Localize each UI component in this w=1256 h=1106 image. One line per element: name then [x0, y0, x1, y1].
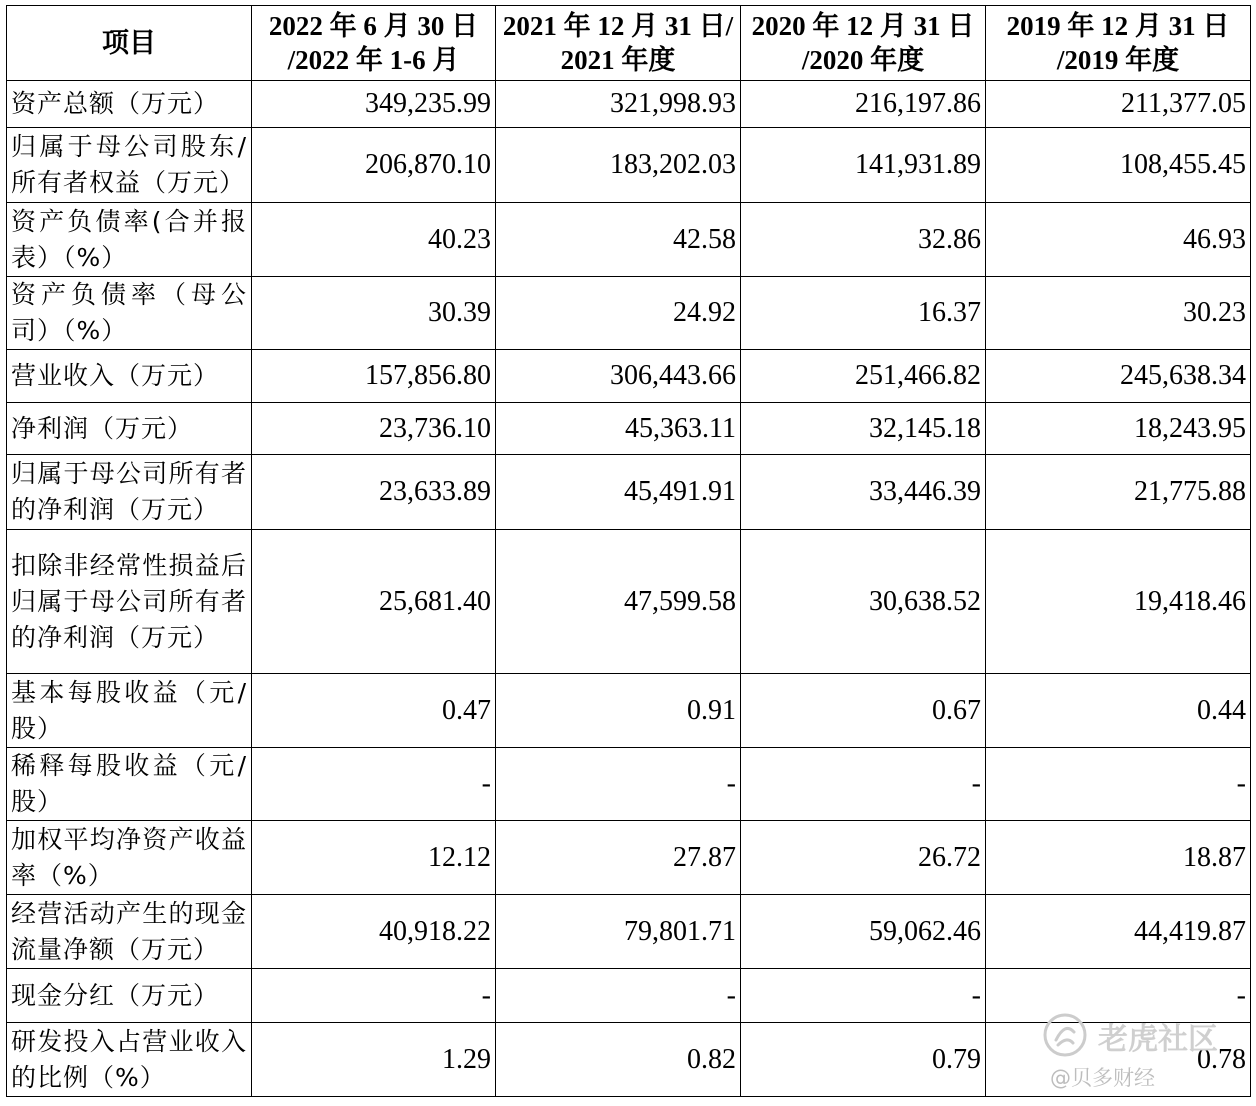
- row-label: 营业收入（万元）: [7, 350, 252, 403]
- row-value: -: [986, 748, 1251, 821]
- row-label: 扣除非经常性损益后归属于母公司所有者的净利润（万元）: [7, 530, 252, 674]
- row-value: 45,363.11: [496, 403, 741, 455]
- row-value: 18,243.95: [986, 403, 1251, 455]
- row-label: 净利润（万元）: [7, 403, 252, 455]
- row-label: 归属于母公司股东/所有者权益（万元）: [7, 128, 252, 203]
- row-value: 26.72: [741, 821, 986, 895]
- row-value: 206,870.10: [252, 128, 496, 203]
- row-value: -: [741, 969, 986, 1023]
- row-value: 0.67: [741, 674, 986, 748]
- row-label: 加权平均净资产收益率（%）: [7, 821, 252, 895]
- row-value: 251,466.82: [741, 350, 986, 403]
- header-row: [7, 6, 1251, 81]
- row-value: 33,446.39: [741, 455, 986, 530]
- row-value: 1.29: [252, 1023, 496, 1097]
- table-row: [7, 969, 1251, 1023]
- row-value: 0.47: [252, 674, 496, 748]
- row-value: -: [252, 969, 496, 1023]
- table-row: [7, 350, 1251, 403]
- table-row: [7, 455, 1251, 530]
- financial-table: [6, 5, 1251, 1097]
- row-value: 32,145.18: [741, 403, 986, 455]
- row-value: -: [496, 969, 741, 1023]
- row-value: 12.12: [252, 821, 496, 895]
- row-value: 44,419.87: [986, 895, 1251, 969]
- row-value: 46.93: [986, 203, 1251, 277]
- table-body: [7, 81, 1251, 1097]
- row-value: 321,998.93: [496, 81, 741, 128]
- row-label: 基本每股收益（元/股）: [7, 674, 252, 748]
- row-value: 216,197.86: [741, 81, 986, 128]
- row-value: 0.82: [496, 1023, 741, 1097]
- row-value: 0.78: [986, 1023, 1251, 1097]
- header-item: 项目: [7, 6, 252, 81]
- row-label: 资产负债率（母公司）（%）: [7, 277, 252, 350]
- row-value: 79,801.71: [496, 895, 741, 969]
- row-value: 245,638.34: [986, 350, 1251, 403]
- row-label: 经营活动产生的现金流量净额（万元）: [7, 895, 252, 969]
- row-value: 18.87: [986, 821, 1251, 895]
- row-value: 23,633.89: [252, 455, 496, 530]
- row-value: 306,443.66: [496, 350, 741, 403]
- row-value: -: [741, 748, 986, 821]
- header-2020: 2020 年 12 月 31 日 /2020 年度: [741, 6, 986, 81]
- row-value: 157,856.80: [252, 350, 496, 403]
- row-value: -: [252, 748, 496, 821]
- row-value: 0.79: [741, 1023, 986, 1097]
- row-value: 47,599.58: [496, 530, 741, 674]
- table-row: [7, 530, 1251, 674]
- row-label: 研发投入占营业收入的比例（%）: [7, 1023, 252, 1097]
- row-value: 0.91: [496, 674, 741, 748]
- table-row: [7, 128, 1251, 203]
- row-value: 27.87: [496, 821, 741, 895]
- row-value: 45,491.91: [496, 455, 741, 530]
- header-2021: 2021 年 12 月 31 日/ 2021 年度: [496, 6, 741, 81]
- row-value: 23,736.10: [252, 403, 496, 455]
- row-value: 30,638.52: [741, 530, 986, 674]
- table-row: [7, 403, 1251, 455]
- row-value: 19,418.46: [986, 530, 1251, 674]
- row-value: -: [986, 969, 1251, 1023]
- row-value: 183,202.03: [496, 128, 741, 203]
- row-value: -: [496, 748, 741, 821]
- row-value: 32.86: [741, 203, 986, 277]
- row-value: 25,681.40: [252, 530, 496, 674]
- row-value: 141,931.89: [741, 128, 986, 203]
- row-value: 42.58: [496, 203, 741, 277]
- table-row: [7, 748, 1251, 821]
- row-value: 59,062.46: [741, 895, 986, 969]
- row-value: 21,775.88: [986, 455, 1251, 530]
- row-value: 40.23: [252, 203, 496, 277]
- row-label: 资产负债率(合并报表）（%）: [7, 203, 252, 277]
- table-row: [7, 674, 1251, 748]
- row-value: 40,918.22: [252, 895, 496, 969]
- header-2019: 2019 年 12 月 31 日 /2019 年度: [986, 6, 1251, 81]
- row-value: 349,235.99: [252, 81, 496, 128]
- watermark-handle: @贝多财经: [1050, 1066, 1155, 1090]
- row-value: 24.92: [496, 277, 741, 350]
- header-2022h1: 2022 年 6 月 30 日 /2022 年 1-6 月: [252, 6, 496, 81]
- watermark-brand: 老虎社区: [1098, 1022, 1218, 1057]
- row-label: 稀释每股收益（元/股）: [7, 748, 252, 821]
- row-value: 30.39: [252, 277, 496, 350]
- row-value: 211,377.05: [986, 81, 1251, 128]
- table-row: [7, 1023, 1251, 1097]
- row-label: 现金分红（万元）: [7, 969, 252, 1023]
- row-value: 16.37: [741, 277, 986, 350]
- table-row: [7, 821, 1251, 895]
- row-label: 资产总额（万元）: [7, 81, 252, 128]
- table-row: [7, 203, 1251, 277]
- row-label: 归属于母公司所有者的净利润（万元）: [7, 455, 252, 530]
- row-value: 30.23: [986, 277, 1251, 350]
- table-row: [7, 895, 1251, 969]
- table-row: [7, 81, 1251, 128]
- table-row: [7, 277, 1251, 350]
- row-value: 108,455.45: [986, 128, 1251, 203]
- row-value: 0.44: [986, 674, 1251, 748]
